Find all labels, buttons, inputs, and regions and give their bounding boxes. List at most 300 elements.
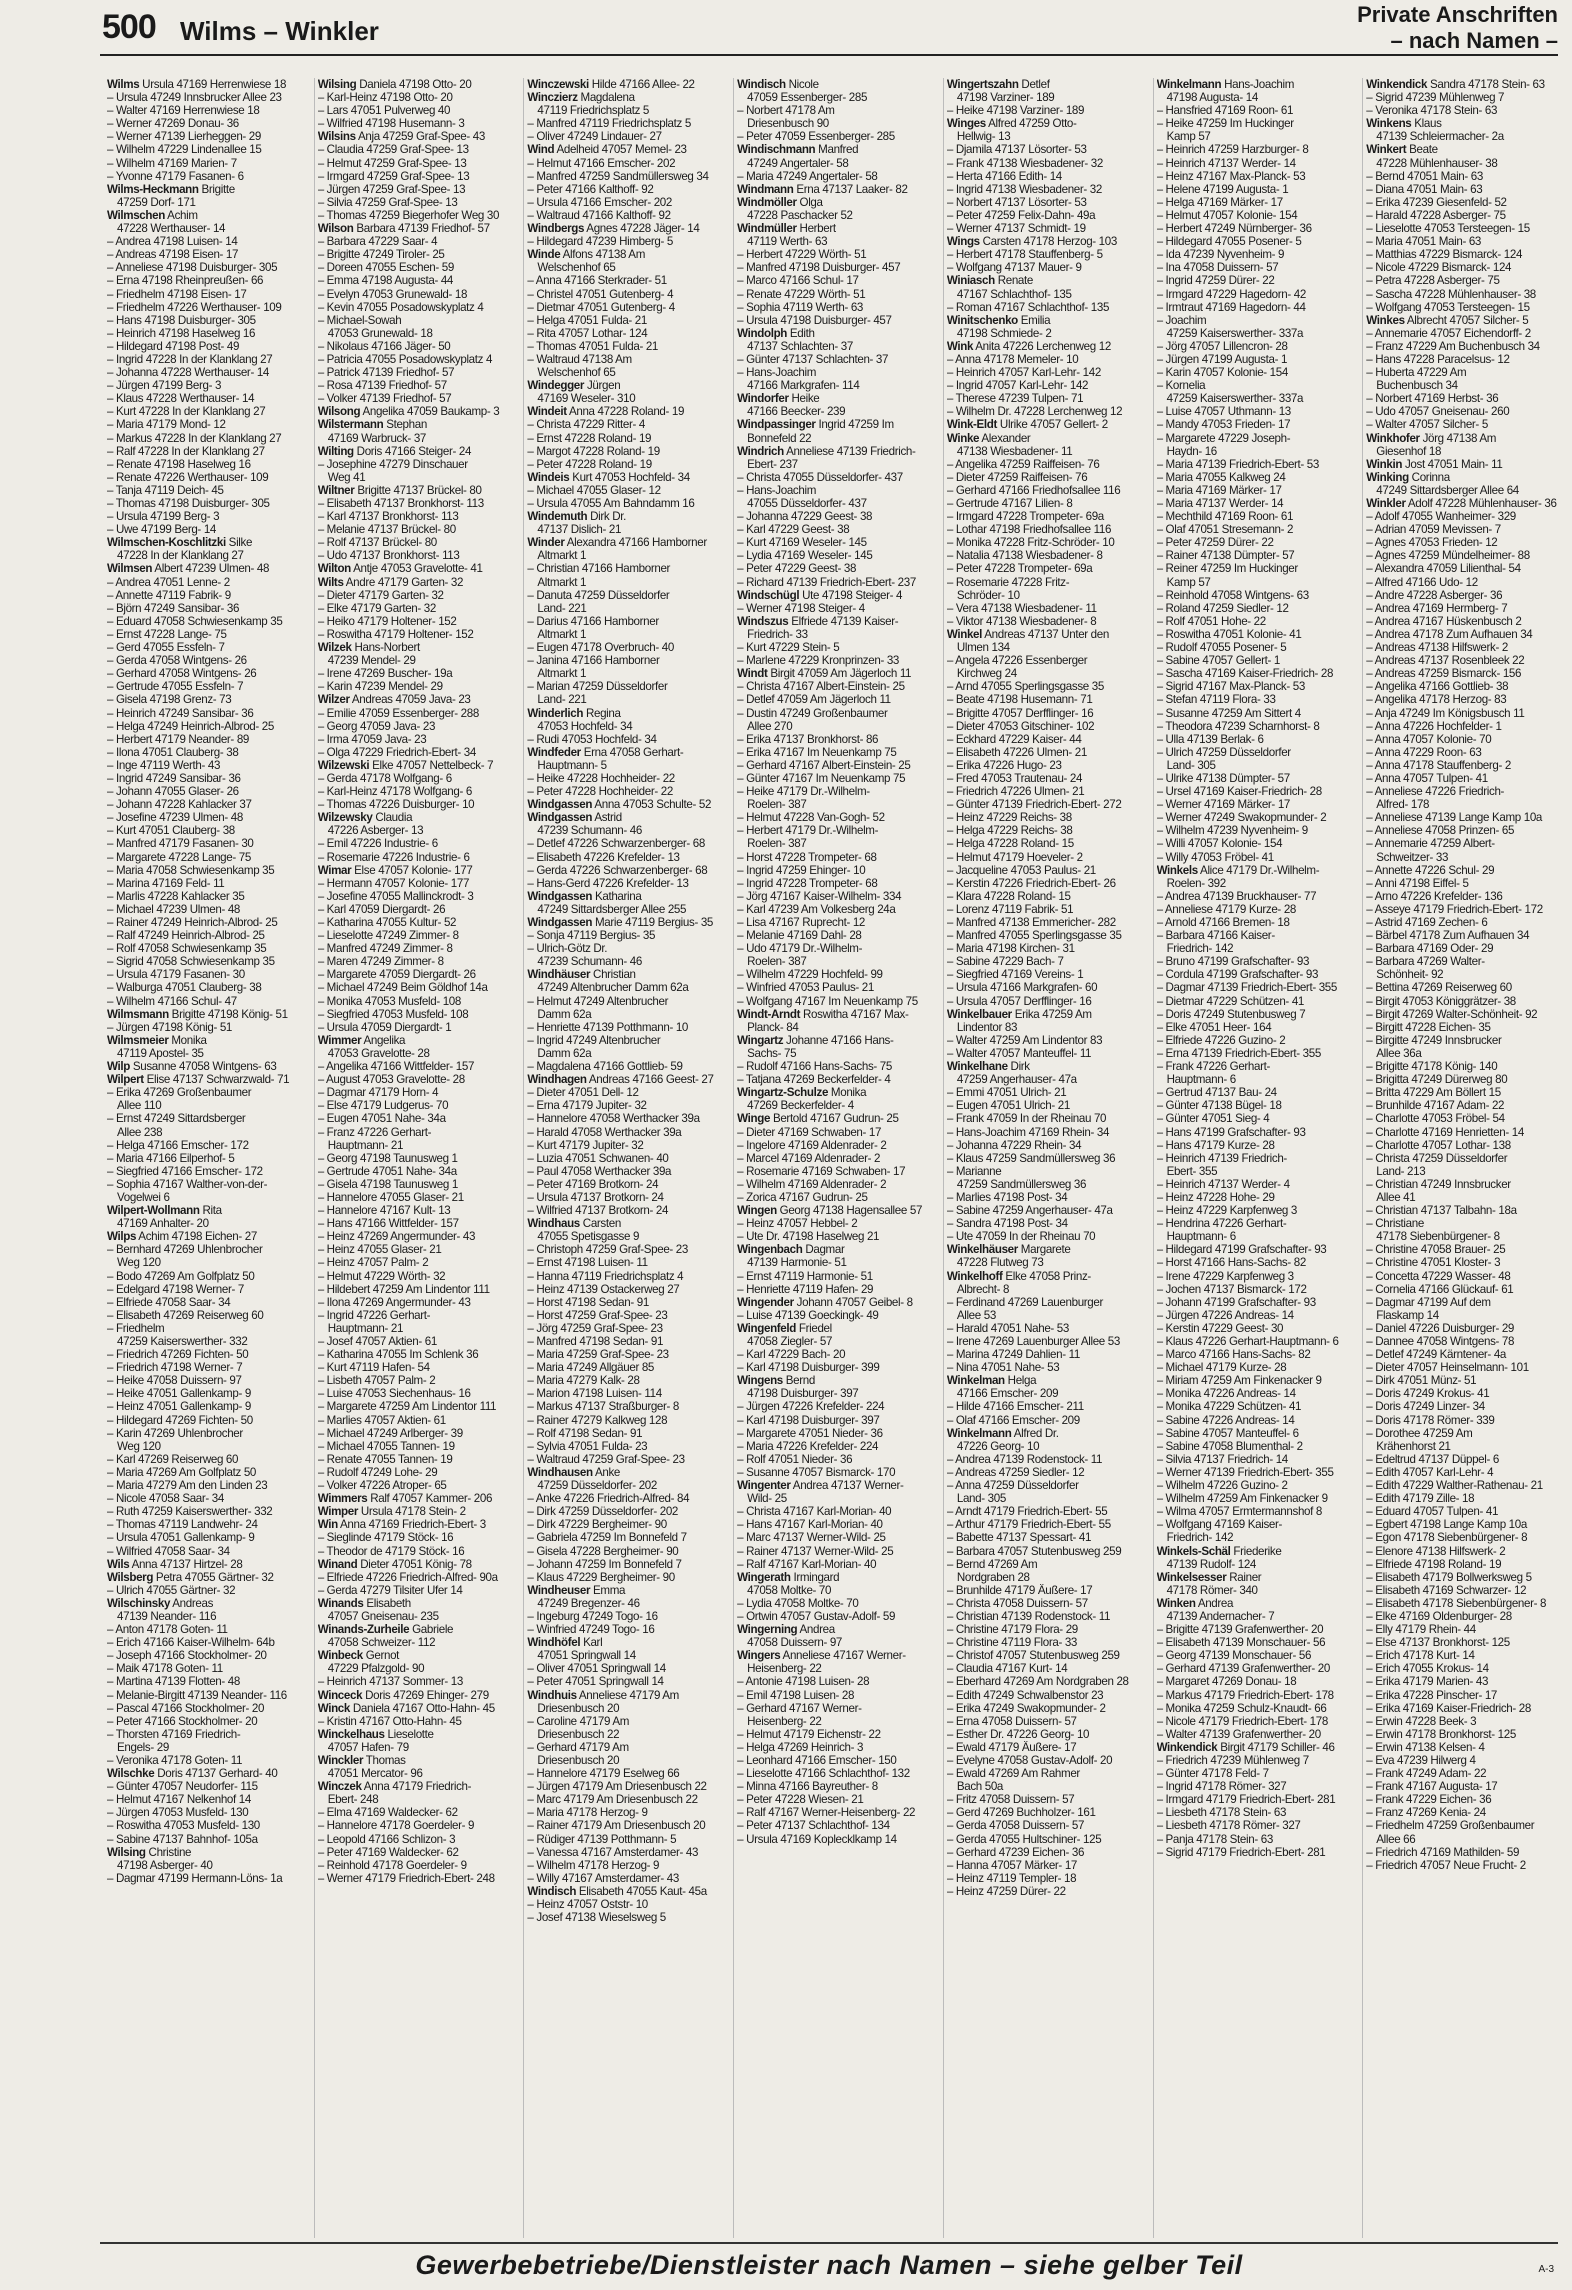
- entry-details: – Hans-Joachim 47169 Rhein- 34: [946, 1125, 1110, 1139]
- entry-details: – Maria 47269 Am Golfplatz 50: [107, 1465, 257, 1479]
- directory-entry: [1366, 1047, 1564, 1060]
- entry-details: – Hans 47179 Kurze- 28: [1156, 1138, 1275, 1152]
- entry-details: – Ingrid 47259 Ehinger- 10: [737, 863, 866, 877]
- entry-details: Erika 47259 Am: [1011, 1007, 1092, 1021]
- directory-entry: [527, 903, 725, 916]
- entry-details: – Ingrid 47138 Wiesbadener- 32: [946, 182, 1102, 196]
- directory-entry: [107, 392, 306, 405]
- entry-details: – Willi 47057 Kolonie- 154: [1156, 837, 1283, 851]
- entry-details: Welschenhof 65: [537, 366, 616, 380]
- directory-entry: [1157, 1374, 1355, 1387]
- directory-entry: [107, 877, 306, 890]
- directory-entry: [1366, 1152, 1564, 1165]
- entry-details: – Maik 47178 Goten- 11: [107, 1662, 223, 1676]
- directory-entry: [1366, 432, 1564, 445]
- entry-details: Manfred: [815, 143, 859, 157]
- directory-entry: [107, 1139, 306, 1152]
- directory-entry: [737, 471, 935, 484]
- entry-details: – Rainer 47249 Heinrich-Albrod- 25: [107, 916, 278, 929]
- entry-surname: Winkert: [1366, 143, 1407, 157]
- directory-entry: [737, 1780, 935, 1793]
- entry-details: Hauptmann- 21: [327, 1321, 404, 1335]
- entry-details: – Renate 47055 Tannen- 19: [317, 1452, 453, 1466]
- entry-details: – Sabine 47058 Blumenthal- 2: [1156, 1439, 1303, 1453]
- directory-entry: [318, 877, 516, 890]
- entry-details: – Gabriela 47259 Im Bonnefeld 7: [527, 1531, 687, 1545]
- directory-entry: [1157, 327, 1355, 340]
- entry-details: – Ortwin 47057 Gustav-Adolf- 59: [737, 1609, 896, 1623]
- entry-details: 47051 Springwall 14: [537, 1649, 636, 1663]
- directory-entry: [1366, 837, 1564, 850]
- entry-details: – Heinz 47167 Max-Planck- 53: [1156, 169, 1306, 183]
- entry-details: Bernd: [782, 1374, 815, 1388]
- directory-entry: [107, 235, 306, 248]
- directory-entry: [947, 903, 1145, 916]
- entry-details: – Sabine 47057 Gellert- 1: [1156, 654, 1280, 668]
- entry-details: – Roman 47167 Schlachthof- 135: [946, 300, 1110, 314]
- directory-entry: [1157, 1191, 1355, 1204]
- directory-entry: [527, 576, 725, 589]
- entry-details: – Rolf 47137 Brückel- 80: [317, 536, 437, 550]
- entry-details: Gernot: [362, 1649, 400, 1663]
- directory-entry: [1157, 1440, 1355, 1453]
- directory-entry: [1366, 667, 1564, 680]
- entry-details: – Gerda 47178 Wolfgang- 6: [317, 771, 452, 785]
- directory-entry: [527, 536, 725, 549]
- directory-entry: [107, 1793, 306, 1806]
- entry-surname: Wilmschen-Koschlitzki: [107, 536, 226, 550]
- directory-entry: [318, 1348, 516, 1361]
- entry-details: – Tatjana 47269 Beckerfelder- 4: [737, 1073, 891, 1087]
- entry-details: – Rosa 47139 Friedhof- 57: [317, 379, 447, 393]
- entry-details: – Karin 47057 Kolonie- 154: [1156, 366, 1288, 380]
- entry-details: – Elisabeth 47226 Krefelder- 13: [527, 850, 680, 864]
- directory-entry: [1157, 1636, 1355, 1649]
- entry-details: – Ute 47059 In der Rheinau 70: [946, 1230, 1096, 1244]
- entry-details: – Gerda 47226 Schwarzenberger- 68: [527, 863, 708, 877]
- entry-details: Anna 47179 Friedrich-: [361, 1780, 472, 1794]
- entry-details: – Gertrud 47137 Bau- 24: [1156, 1086, 1277, 1100]
- directory-entry: [107, 196, 306, 209]
- entry-details: – Sabine 47057 Manteuffel- 6: [1156, 1426, 1299, 1440]
- directory-entry: [1366, 1806, 1564, 1819]
- directory-entry: [947, 130, 1145, 143]
- entry-details: – Rainer 47279 Kalkweg 128: [527, 1413, 668, 1427]
- directory-entry: [947, 1846, 1145, 1859]
- entry-details: – Irmgard 47179 Friedrich-Ebert- 281: [1156, 1793, 1336, 1807]
- directory-entry: [1366, 1846, 1564, 1859]
- directory-entry: [527, 1518, 725, 1531]
- entry-details: – Ursula 47199 Berg- 3: [107, 510, 220, 524]
- directory-entry: [1157, 1270, 1355, 1283]
- directory-entry: [107, 78, 306, 91]
- directory-entry: [1366, 1610, 1564, 1623]
- directory-entry: [318, 445, 516, 458]
- directory-entry: [1157, 589, 1355, 602]
- entry-details: – Heinz 47228 Hohe- 29: [1156, 1190, 1275, 1204]
- directory-entry: [1157, 798, 1355, 811]
- directory-entry: [527, 143, 725, 156]
- entry-details: Weg 41: [327, 470, 366, 484]
- entry-details: – Susanne 47057 Bismarck- 170: [737, 1465, 896, 1479]
- entry-details: – Josefine 47055 Mallinckrodt- 3: [317, 889, 474, 903]
- entry-surname: Windhausen: [527, 1465, 593, 1479]
- directory-entry: [527, 78, 725, 91]
- directory-entry: [1366, 1256, 1564, 1269]
- entry-details: – Friedrich 47057 Neue Frucht- 2: [1366, 1858, 1526, 1872]
- directory-entry: [107, 1060, 306, 1073]
- entry-details: 47198 Schmiede- 2: [956, 326, 1052, 340]
- entry-details: – Frank 47229 Eichen- 36: [1366, 1793, 1492, 1807]
- directory-entry: [737, 353, 935, 366]
- entry-details: – Kurt 47228 In der Klanklang 27: [107, 405, 266, 419]
- directory-entry: [527, 1793, 725, 1806]
- directory-entry: [318, 1702, 516, 1715]
- directory-entry: [107, 1178, 306, 1191]
- directory-entry: [737, 235, 935, 248]
- directory-entry: [1157, 1466, 1355, 1479]
- directory-entry: [1366, 1322, 1564, 1335]
- entry-details: – Annemarie 47259 Albert-: [1366, 837, 1495, 851]
- directory-entry: [1366, 1466, 1564, 1479]
- entry-details: – Helmut 47229 Wörth- 32: [317, 1269, 446, 1283]
- entry-details: – Gisela 47198 Taunusweg 1: [317, 1177, 458, 1191]
- directory-entry: [527, 549, 725, 562]
- entry-surname: Winbeck: [317, 1649, 363, 1663]
- directory-entry: [737, 1414, 935, 1427]
- entry-details: – Günter 47138 Bügel- 18: [1156, 1099, 1282, 1113]
- entry-details: – Irma 47059 Java- 23: [317, 732, 427, 746]
- entry-details: – Ulrich 47055 Gärtner- 32: [107, 1583, 236, 1597]
- directory-entry: [947, 445, 1145, 458]
- entry-details: – Roland 47259 Siedler- 12: [1156, 601, 1289, 615]
- directory-entry: [947, 1296, 1145, 1309]
- directory-entry: [1157, 955, 1355, 968]
- directory-entry: [947, 1675, 1145, 1688]
- directory-entry: [527, 654, 725, 667]
- directory-entry: [107, 955, 306, 968]
- entry-details: – Hildegard 47239 Himberg- 5: [527, 235, 673, 249]
- directory-entry: [527, 864, 725, 877]
- entry-details: – Peter 47228 Hochheider- 22: [527, 785, 673, 799]
- entry-details: – Werner 47139 Lierheggen- 29: [107, 130, 261, 144]
- entry-details: – Josef 47138 Wieselsweg 5: [527, 1911, 666, 1925]
- directory-entry: [107, 340, 306, 353]
- entry-details: – Peter 47228 Roland- 19: [527, 457, 652, 471]
- directory-entry: [527, 942, 725, 955]
- entry-details: 47259 Sandmüllersweg 36: [956, 1177, 1087, 1191]
- directory-entry: [107, 746, 306, 759]
- directory-entry: [1157, 1806, 1355, 1819]
- directory-entry: [1366, 1492, 1564, 1505]
- entry-details: – Viktor 47138 Wiesbadener- 8: [946, 614, 1097, 628]
- directory-entry: [947, 1230, 1145, 1243]
- entry-details: – Thomas 47259 Biegerhofer Weg 30: [317, 208, 500, 222]
- directory-entry: [947, 379, 1145, 392]
- entry-details: – Christine 47058 Brauer- 25: [1366, 1243, 1506, 1257]
- directory-entry: [107, 157, 306, 170]
- directory-entry: [1157, 1833, 1355, 1846]
- entry-details: – Christa 47055 Düsseldorfer- 437: [737, 470, 903, 484]
- entry-surname: Winitschenko: [946, 313, 1018, 327]
- directory-entry: [947, 366, 1145, 379]
- directory-entry: [947, 549, 1145, 562]
- directory-entry: [107, 654, 306, 667]
- directory-entry: [1366, 1741, 1564, 1754]
- directory-entry: [947, 1545, 1145, 1558]
- entry-details: 47058 Ziegler- 57: [747, 1335, 833, 1348]
- directory-entry: [1366, 851, 1564, 864]
- entry-surname: Wingerning: [737, 1623, 798, 1637]
- entry-details: – Harald 47058 Werthacker 39a: [527, 1125, 682, 1139]
- entry-details: – Wilhelm 47178 Herzog- 9: [527, 1858, 660, 1872]
- entry-details: Achim 47198 Eichen- 27: [136, 1230, 257, 1244]
- entry-details: – Babette 47137 Spessart- 41: [946, 1531, 1092, 1545]
- entry-details: – Richard 47139 Friedrich-Ebert- 237: [737, 575, 916, 589]
- entry-details: Ulrike 47057 Gellert- 2: [997, 418, 1108, 432]
- directory-entry: [318, 379, 516, 392]
- directory-entry: [318, 458, 516, 471]
- directory-entry: [527, 615, 725, 628]
- directory-entry: [737, 1152, 935, 1165]
- directory-entry: [527, 1361, 725, 1374]
- entry-details: – Ralf 47228 In der Klanklang 27: [107, 444, 265, 458]
- entry-details: – Lorenz 47119 Fabrik- 51: [946, 902, 1074, 916]
- entry-details: – Arnold 47166 Bremen- 18: [1156, 916, 1290, 929]
- entry-details: – Dirk 47051 Münz- 51: [1366, 1374, 1477, 1388]
- directory-entry: [527, 183, 725, 196]
- directory-entry: [527, 1440, 725, 1453]
- directory-entry: [1366, 995, 1564, 1008]
- directory-entry: [1157, 248, 1355, 261]
- directory-entry: [107, 1021, 306, 1034]
- entry-details: – Astrid 47169 Zechen- 6: [1366, 916, 1488, 929]
- entry-details: – Gerhard 47167 Albert-Einstein- 25: [737, 758, 911, 772]
- directory-entry: [947, 536, 1145, 549]
- entry-details: – Nicole 47179 Friedrich-Ebert- 178: [1156, 1714, 1328, 1728]
- entry-details: – Birgit 47269 Walter-Schönheit- 92: [1366, 1007, 1538, 1021]
- entry-details: – Klara 47228 Roland- 15: [946, 889, 1071, 903]
- directory-entry: [527, 1374, 725, 1387]
- entry-details: – Erwin 47138 Kelsen- 4: [1366, 1740, 1485, 1754]
- entry-details: Brigitte 47198 König- 51: [168, 1007, 288, 1021]
- entry-details: – Darius 47166 Hamborner: [527, 614, 659, 628]
- directory-column: [104, 78, 306, 2238]
- directory-entry: [107, 759, 306, 772]
- directory-entry: [107, 1806, 306, 1819]
- entry-details: – Herbert 47178 Stauffenberg- 5: [946, 248, 1103, 262]
- directory-entry: [1366, 301, 1564, 314]
- directory-entry: [527, 1453, 725, 1466]
- entry-details: Driesenbusch 22: [537, 1727, 620, 1741]
- directory-entry: [1157, 1741, 1355, 1754]
- directory-entry: [737, 366, 935, 379]
- directory-entry: [1366, 1793, 1564, 1806]
- directory-entry: [527, 1047, 725, 1060]
- directory-entry: [1157, 274, 1355, 287]
- entry-details: – Huberta 47229 Am: [1366, 366, 1467, 380]
- directory-entry: [1366, 654, 1564, 667]
- entry-details: – Rolf 47051 Nieder- 36: [737, 1452, 853, 1466]
- directory-entry: [527, 418, 725, 431]
- directory-entry: [1366, 1296, 1564, 1309]
- directory-entry: [947, 157, 1145, 170]
- entry-surname: Windorfer: [737, 392, 789, 406]
- entry-details: – Peter 47259 Dürer- 22: [1156, 536, 1274, 550]
- directory-entry: [318, 366, 516, 379]
- directory-entry: [527, 1715, 725, 1728]
- entry-details: – Christa 47259 Düsseldorfer: [1366, 1151, 1508, 1165]
- directory-entry: [1366, 1518, 1564, 1531]
- directory-entry: [107, 523, 306, 536]
- directory-entry: [947, 1806, 1145, 1819]
- directory-entry: [737, 1754, 935, 1767]
- directory-entry: [107, 1636, 306, 1649]
- entry-details: – Roswitha 47179 Holtener- 152: [317, 627, 474, 641]
- entry-details: – Luise 47057 Uthmann- 13: [1156, 405, 1291, 419]
- directory-entry: [527, 1243, 725, 1256]
- directory-entry: [527, 1178, 725, 1191]
- directory-entry: [737, 772, 935, 785]
- directory-entry: [947, 1453, 1145, 1466]
- directory-entry: [318, 1047, 516, 1060]
- entry-details: – Karl 47239 Am Volkesberg 24a: [737, 902, 896, 916]
- directory-entry: [1366, 1558, 1564, 1571]
- entry-details: Detlef: [1018, 78, 1050, 91]
- directory-entry: [527, 1728, 725, 1741]
- entry-details: Anita 47226 Lerchenweg 12: [973, 339, 1111, 353]
- directory-entry: [527, 1767, 725, 1780]
- directory-entry: [107, 549, 306, 562]
- directory-column: [1153, 78, 1355, 2238]
- entry-details: – Volker 47139 Friedhof- 57: [317, 392, 452, 406]
- directory-entry: [107, 641, 306, 654]
- entry-details: – Hildegard 47055 Posener- 5: [1156, 235, 1302, 249]
- entry-details: – Roswitha 47051 Kolonie- 41: [1156, 627, 1302, 641]
- directory-entry: [527, 1400, 725, 1413]
- directory-entry: [107, 1243, 306, 1256]
- entry-details: – Kerstin 47229 Geest- 30: [1156, 1321, 1284, 1335]
- directory-entry: [737, 1296, 935, 1309]
- entry-details: – Antonie 47198 Luisen- 28: [737, 1675, 870, 1689]
- directory-entry: [737, 196, 935, 209]
- directory-entry: [737, 1649, 935, 1662]
- directory-entry: [1157, 157, 1355, 170]
- directory-entry: [107, 1322, 306, 1335]
- directory-entry: [527, 589, 725, 602]
- entry-details: – Luise 47139 Goeckingk- 49: [737, 1308, 879, 1322]
- directory-entry: [318, 405, 516, 418]
- directory-entry: [737, 890, 935, 903]
- entry-details: – Ingrid 47259 Dürer- 22: [1156, 274, 1275, 288]
- directory-entry: [1366, 693, 1564, 706]
- entry-details: – Ferdinand 47269 Lauenburger: [946, 1295, 1104, 1309]
- entry-details: Andrea: [797, 1623, 835, 1637]
- directory-entry: [1366, 405, 1564, 418]
- entry-details: – Helmut 47228 Van-Gogh- 52: [737, 811, 885, 825]
- entry-details: – Andreas 47259 Siedler- 12: [946, 1465, 1085, 1479]
- directory-entry: [318, 1152, 516, 1165]
- directory-entry: [1366, 772, 1564, 785]
- entry-details: – Johanna 47229 Geest- 38: [737, 510, 873, 524]
- entry-details: – Jürgen 47226 Andreas- 14: [1156, 1308, 1294, 1322]
- entry-surname: Wings: [946, 235, 980, 249]
- directory-entry: [947, 274, 1145, 287]
- entry-details: – Olaf 47051 Stresemann- 2: [1156, 523, 1294, 537]
- directory-entry: [947, 261, 1145, 274]
- entry-details: – Liesbeth 47178 Römer- 327: [1156, 1819, 1301, 1833]
- entry-details: – Heiko 47179 Holtener- 152: [317, 614, 457, 628]
- entry-details: Roelen- 387: [747, 837, 807, 851]
- entry-details: Ralf 47057 Kammer- 206: [367, 1492, 493, 1506]
- entry-details: – Brigitte 47139 Grafenwerther- 20: [1156, 1623, 1324, 1637]
- entry-details: – Dustin 47249 Großenbaumer: [737, 706, 888, 720]
- entry-details: – Renate 47229 Wörth- 51: [737, 287, 866, 301]
- entry-details: – Heike 47179 Dr.-Wilhelm-: [737, 785, 870, 799]
- entry-details: Hans-Joachim: [1221, 78, 1295, 91]
- entry-details: – Frank 47249 Adam- 22: [1366, 1767, 1487, 1781]
- entry-details: Elke 47057 Nettelbeck- 7: [369, 758, 494, 772]
- entry-details: – Gerhard 47239 Eichen- 36: [946, 1845, 1085, 1859]
- directory-entry: [947, 117, 1145, 130]
- entry-details: – Hannelore 47167 Kult- 13: [317, 1204, 451, 1218]
- entry-details: – Ewald 47269 Am Rahmer: [946, 1767, 1080, 1781]
- entry-details: – Lisa 47167 Ruprecht- 12: [737, 916, 866, 929]
- entry-details: – Erwin 47178 Bronkhorst- 125: [1366, 1727, 1516, 1741]
- directory-entry: [737, 510, 935, 523]
- directory-entry: [318, 576, 516, 589]
- entry-details: – Erwin 47228 Beek- 3: [1366, 1714, 1477, 1728]
- entry-details: – Hildegard 47198 Post- 49: [107, 339, 240, 353]
- entry-details: – Peter 47229 Geest- 38: [737, 562, 857, 576]
- entry-details: – Fred 47053 Trautenau- 24: [946, 771, 1083, 785]
- entry-details: – Egon 47178 Siebenbürgener- 8: [1366, 1531, 1528, 1545]
- directory-entry: [107, 1584, 306, 1597]
- entry-details: – Dieter 47057 Heinselmann- 101: [1366, 1361, 1529, 1375]
- entry-details: – Heinz 47119 Templer- 18: [946, 1871, 1077, 1885]
- directory-entry: [107, 680, 306, 693]
- entry-details: Alfred Dr.: [1011, 1426, 1059, 1440]
- entry-details: – Eugen 47051 Nahe- 34a: [317, 1112, 446, 1126]
- entry-details: 47249 Bregenzer- 46: [537, 1596, 640, 1610]
- entry-details: – Stefan 47119 Flora- 33: [1156, 693, 1276, 707]
- entry-details: – Jürgen 47179 Am Driesenbusch 22: [527, 1780, 707, 1794]
- entry-details: – Kurt 47179 Jupiter- 32: [527, 1138, 644, 1152]
- directory-entry: [737, 1178, 935, 1191]
- directory-entry: [527, 1584, 725, 1597]
- entry-details: Antje 47053 Gravelotte- 41: [350, 562, 483, 576]
- entry-surname: Winands: [317, 1596, 364, 1610]
- directory-entry: [1157, 1715, 1355, 1728]
- entry-details: – Maria 47137 Werder- 14: [1156, 497, 1284, 510]
- entry-details: – Brigitte 47249 Tiroler- 25: [317, 248, 445, 262]
- directory-entry: [737, 1636, 935, 1649]
- entry-details: – Werner 47249 Swakopmunder- 2: [1156, 811, 1327, 825]
- entry-details: – Wilhelm 47169 Aldenrader- 2: [737, 1177, 887, 1191]
- directory-entry: [737, 733, 935, 746]
- entry-details: – Rainer 47179 Am Driesenbusch 20: [527, 1819, 706, 1833]
- entry-details: 47166 Beecker- 239: [747, 405, 846, 419]
- entry-details: – Maria 47178 Herzog- 9: [527, 1806, 648, 1820]
- entry-details: – Christof 47057 Stutenbusweg 259: [946, 1649, 1120, 1663]
- directory-entry: [947, 811, 1145, 824]
- entry-details: – Hansfried 47169 Roon- 61: [1156, 104, 1294, 118]
- directory-entry: [318, 667, 516, 680]
- entry-details: – Marina 47249 Dahlien- 11: [946, 1348, 1080, 1362]
- entry-details: – Hannelore 47055 Glaser- 21: [317, 1190, 464, 1204]
- directory-entry: [947, 1348, 1145, 1361]
- entry-details: Emma: [590, 1583, 626, 1597]
